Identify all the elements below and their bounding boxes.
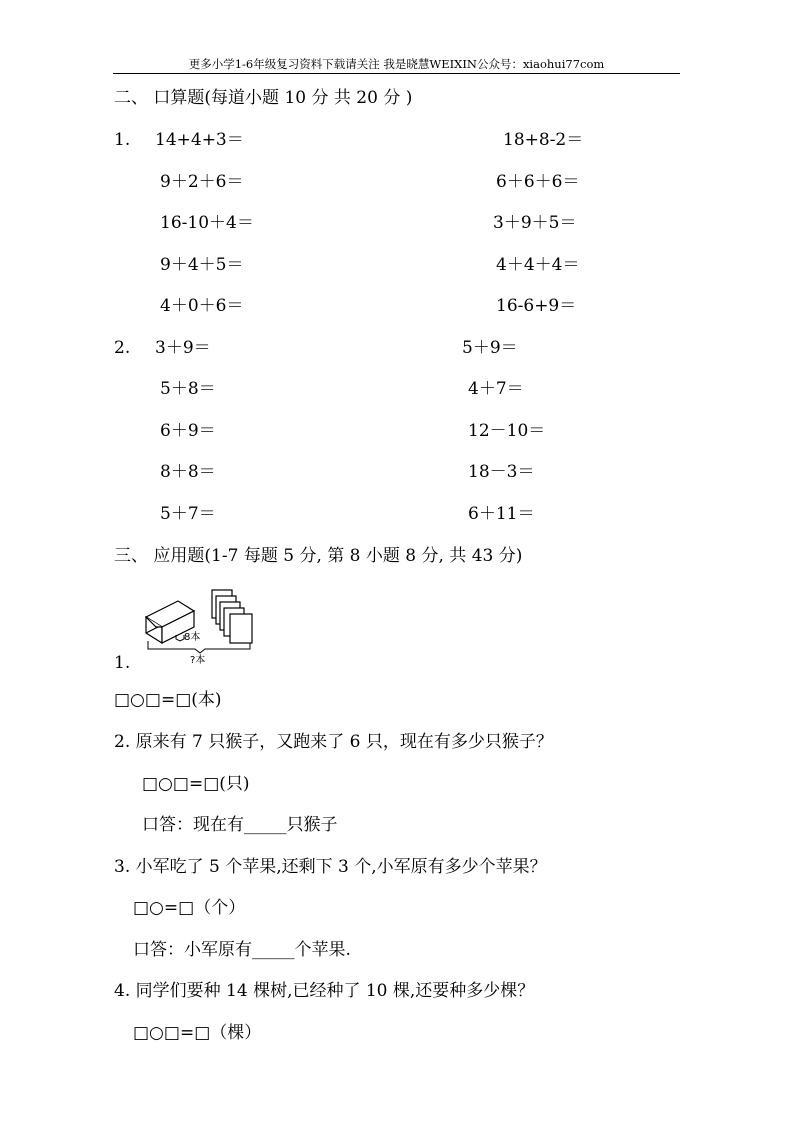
q1-number: 1. xyxy=(114,130,131,150)
books-figure xyxy=(140,585,265,667)
p2-question: 2. 原来有 7 只猴子，又跑来了 6 只，现在有多少只猴子？ xyxy=(114,732,553,752)
q1-right-2: 3＋9＋5＝ xyxy=(493,213,577,233)
q2-left-1: 5＋8＝ xyxy=(160,379,216,399)
p4-question: 4. 同学们要种 14 棵树,已经种了 10 棵,还要种多少棵？ xyxy=(114,981,535,1001)
q1-left-3: 9＋4＋5＝ xyxy=(160,255,244,275)
label-known: 8本 xyxy=(184,632,201,643)
p1-number: 1. xyxy=(114,653,131,673)
q1-right-4: 16-6+9＝ xyxy=(496,296,577,316)
page-header: 更多小学1-6年级复习资料下载请关注 我是晓慧WEIXIN公众号：xiaohui77com xyxy=(188,57,605,71)
q1-left-4: 4＋0＋6＝ xyxy=(160,296,244,316)
q2-right-1: 4＋7＝ xyxy=(468,379,524,399)
p3-formula: □○=□（个） xyxy=(133,898,246,918)
q2-left-2: 6＋9＝ xyxy=(160,421,216,441)
p1-formula: □○□=□(本) xyxy=(114,690,222,710)
p4-formula: □○□=□（棵） xyxy=(133,1023,262,1043)
q1-left-0: 14+4+3＝ xyxy=(155,130,244,150)
section3-title: 三、 应用题(1-7 每题 5 分, 第 8 小题 8 分, 共 43 分) xyxy=(114,546,523,566)
book-stack-icon xyxy=(212,590,252,643)
p2-formula: □○□=□(只) xyxy=(142,774,250,794)
q2-right-4: 6＋11＝ xyxy=(468,504,535,524)
section2-title: 二、 口算题(每道小题 10 分 共 20 分 ) xyxy=(114,88,413,108)
p3-answer: 口答：小军原有_____个苹果. xyxy=(133,940,351,960)
q2-right-3: 18－3＝ xyxy=(468,462,535,482)
q1-right-3: 4＋4＋4＝ xyxy=(496,255,580,275)
q2-number: 2. xyxy=(114,338,131,358)
p3-question: 3. 小军吃了 5 个苹果,还剩下 3 个,小军原有多少个苹果？ xyxy=(114,857,547,877)
q1-left-2: 16-10＋4＝ xyxy=(160,213,254,233)
q2-right-0: 5＋9＝ xyxy=(462,338,518,358)
q2-left-4: 5＋7＝ xyxy=(160,504,216,524)
header-divider xyxy=(113,73,680,74)
q1-right-1: 6＋6＋6＝ xyxy=(496,172,580,192)
q2-left-0: 3＋9＝ xyxy=(155,338,211,358)
q1-right-0: 18+8-2＝ xyxy=(503,130,584,150)
q2-left-3: 8＋8＝ xyxy=(160,462,216,482)
label-unknown: ?本 xyxy=(190,655,206,666)
q2-right-2: 12－10＝ xyxy=(468,421,546,441)
q1-left-1: 9＋2＋6＝ xyxy=(160,172,244,192)
p2-answer: 口答：现在有_____只猴子 xyxy=(142,815,338,835)
